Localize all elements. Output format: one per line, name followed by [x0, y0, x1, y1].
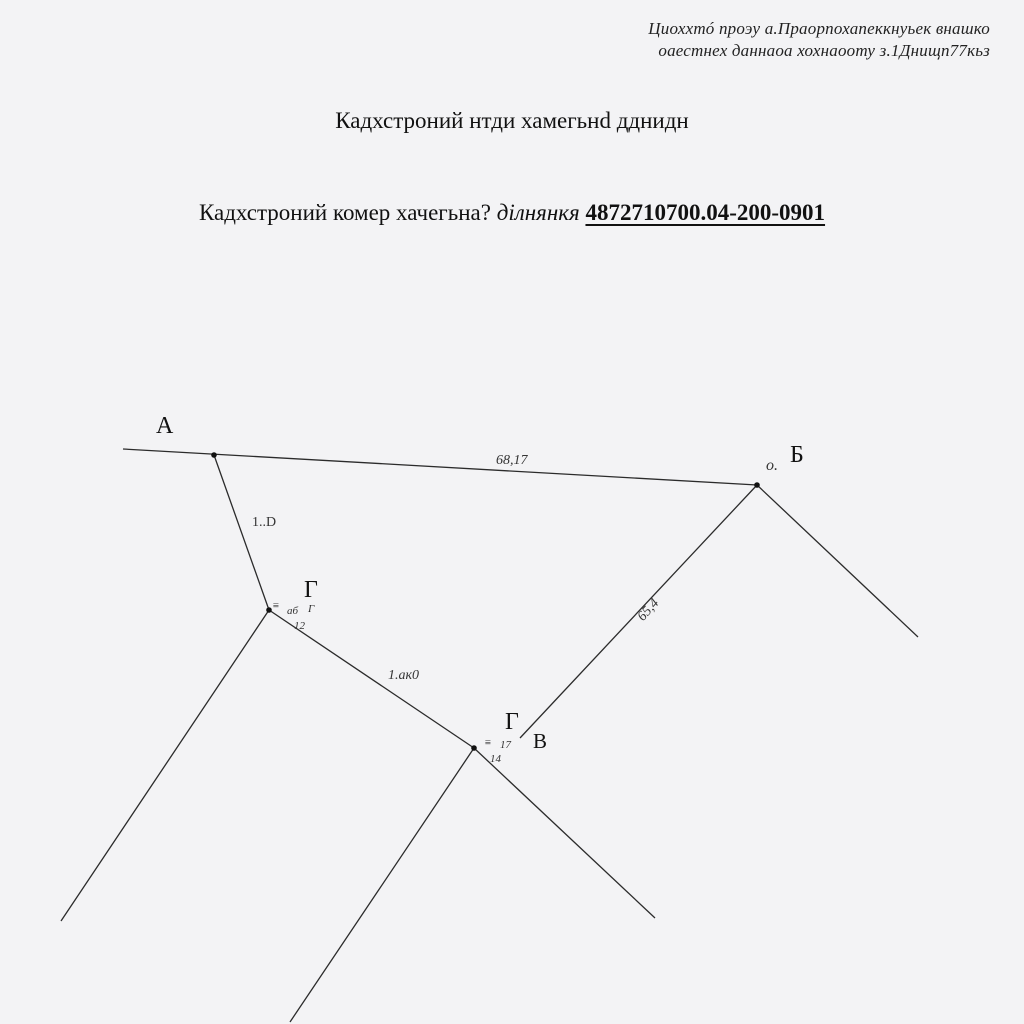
point-label-b: Б — [790, 442, 804, 468]
header-line-1: Циоххтó проэу а.Праорпохапеккнуьек внашко — [648, 19, 990, 38]
corner-mark-g1-c: Г — [308, 603, 315, 615]
point-label-a: А — [156, 413, 174, 439]
measure-a-g: 1..D — [252, 515, 277, 530]
measure-g-v: 1.ак0 — [388, 668, 420, 683]
corner-mark-g2-a: ≡ — [484, 737, 492, 749]
point-label-g1: Г — [304, 577, 318, 603]
boundary-line-g-left — [61, 610, 269, 921]
point-label-v: В — [533, 729, 548, 753]
vertex-a — [211, 452, 217, 458]
cadastral-number: 4872710700.04-200-0901 — [585, 200, 826, 225]
measure-b-v: 65,4 — [634, 596, 663, 625]
boundary-line-v-right — [474, 748, 655, 918]
corner-mark-g2-b: 17 — [500, 739, 511, 751]
header-line-2: оаестнех даннаоа хохнаооту з.1Днищп77кьз — [658, 41, 990, 60]
corner-mark-g1-b: аб — [287, 605, 299, 617]
vertex-g1 — [266, 607, 272, 613]
boundary-line-a-g — [214, 455, 269, 610]
vertex-g2 — [471, 745, 477, 751]
point-label-b-prefix: о. — [766, 457, 778, 474]
vertex-b — [754, 482, 760, 488]
point-label-g2: Г — [505, 709, 519, 735]
cadastral-italic-word: дiлнянкя — [496, 200, 580, 225]
document-title: Кадхстроний нтди хамегьнd дднидн — [335, 108, 689, 133]
corner-mark-g2-c: 14 — [490, 753, 501, 765]
corner-mark-g1-d: 12 — [294, 620, 305, 632]
measure-a-b: 68,17 — [496, 453, 528, 468]
cadastral-prefix: Кадхстроний комер хачегьна? — [198, 200, 491, 225]
boundary-line-b-right — [757, 485, 918, 637]
corner-mark-g1-a: ≡ — [272, 600, 280, 612]
boundary-line-v-left — [290, 748, 474, 1022]
